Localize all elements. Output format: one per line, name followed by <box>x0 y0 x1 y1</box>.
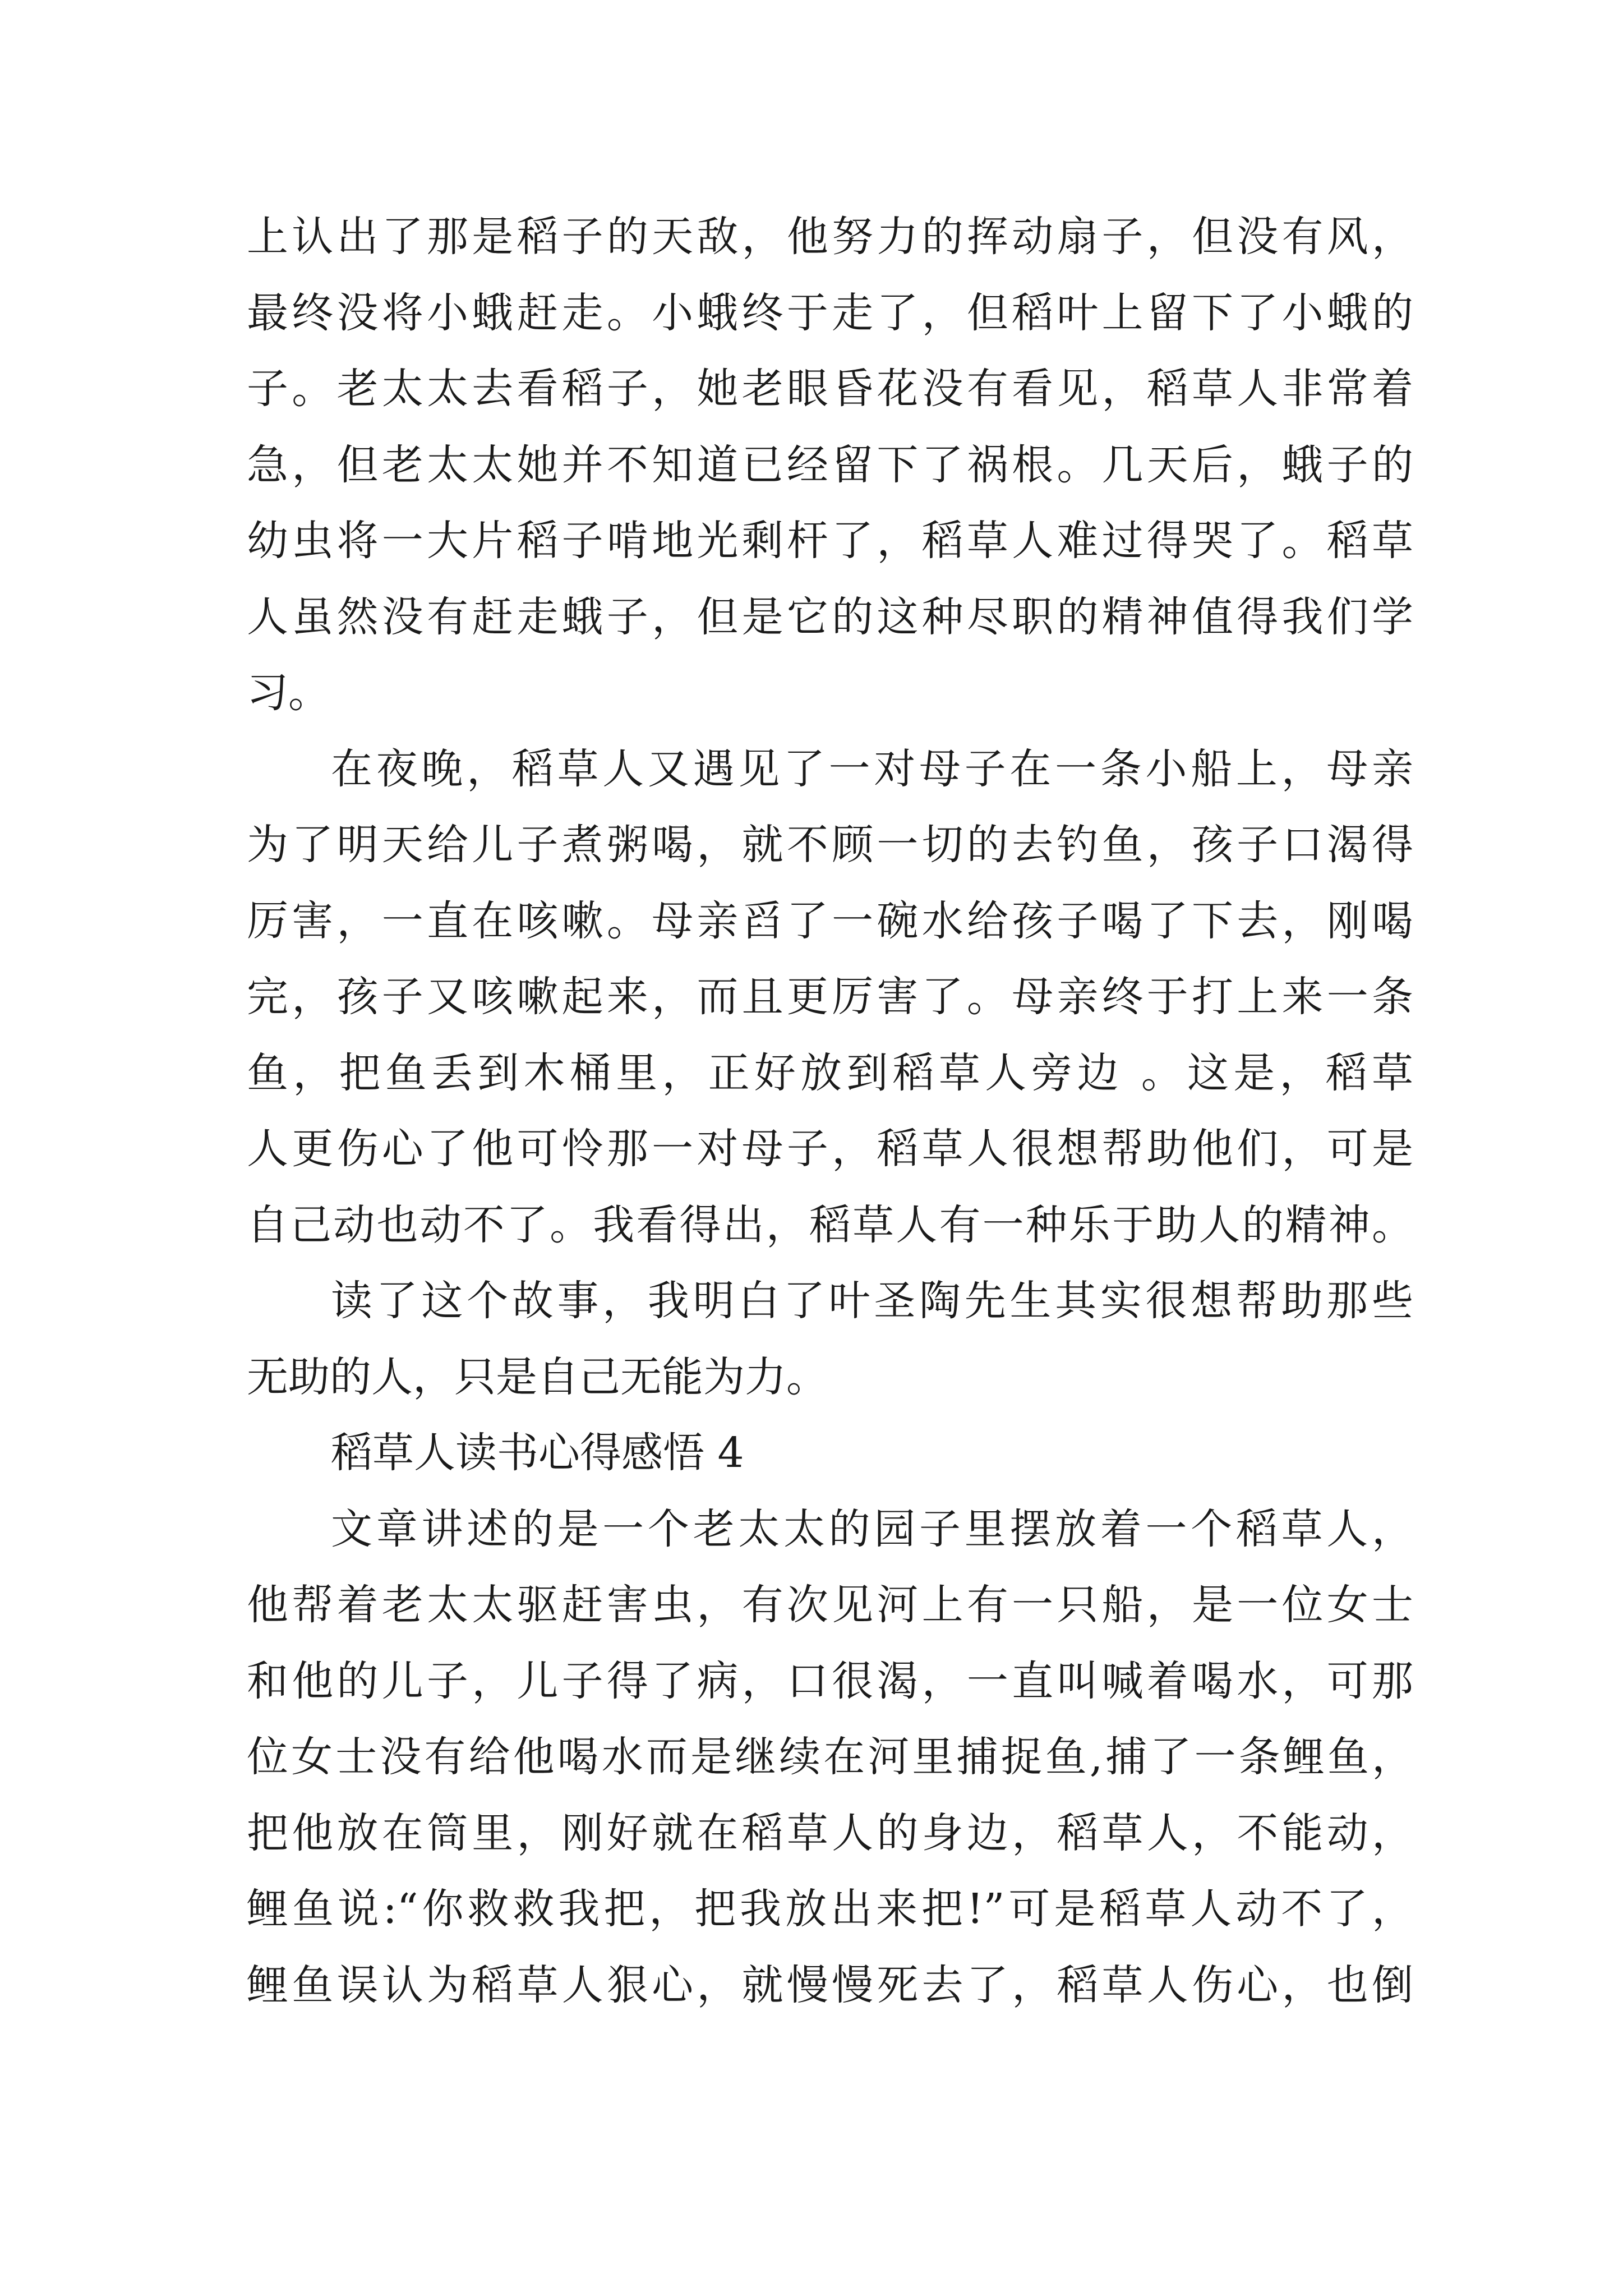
body-text <box>247 199 1413 2023</box>
text-line: 把他放在筒里，刚好就在稻草人的身边，稻草人，不能动， <box>247 1809 1413 1857</box>
text-line: 子。老太太去看稻子，她老眼昏花没有看见，稻草人非常着 <box>247 365 1413 413</box>
text-line: 文章讲述的是一个老太太的园子里摆放着一个稻草人， <box>331 1504 1413 1553</box>
text-line: 急，但老太太她并不知道已经留下了祸根。几天后，蛾子的 <box>247 440 1413 489</box>
text-line: 鲤鱼说:“你救救我把，把我放出来把!”可是稻草人动不了， <box>247 1885 1413 1933</box>
text-line: 他帮着老太太驱赶害虫，有次见河上有一只船，是一位女士 <box>247 1581 1413 1629</box>
text-line: 自己动也动不了。我看得出，稻草人有一种乐于助人的精神。 <box>247 1200 1413 1249</box>
text-line: 上认出了那是稻子的天敌，他努力的挥动扇子，但没有风， <box>247 213 1413 261</box>
text-line: 鱼，把鱼丢到木桶里，正好放到稻草人旁边 。这是，稻草 <box>247 1048 1413 1097</box>
text-line: 习。 <box>247 669 330 717</box>
text-line: 和他的儿子，儿子得了病，口很渴，一直叫喊着喝水，可那 <box>247 1657 1413 1705</box>
text-line: 鲤鱼误认为稻草人狠心，就慢慢死去了，稻草人伤心，也倒 <box>247 1961 1413 2009</box>
text-line: 无助的人，只是自己无能为力。 <box>247 1352 828 1401</box>
text-line: 位女士没有给他喝水而是继续在河里捕捉鱼,捕了一条鲤鱼， <box>247 1733 1413 1781</box>
section-heading: 稻草人读书心得感悟 4 <box>331 1429 744 1477</box>
text-line: 最终没将小蛾赶走。小蛾终于走了，但稻叶上留下了小蛾的 <box>247 288 1413 337</box>
text-line: 人虽然没有赶走蛾子，但是它的这种尽职的精神值得我们学 <box>247 592 1413 641</box>
text-line: 幼虫将一大片稻子啃地光剩杆了，稻草人难过得哭了。稻草 <box>247 517 1413 565</box>
text-line: 厉害，一直在咳嗽。母亲舀了一碗水给孩子喝了下去，刚喝 <box>247 896 1413 945</box>
text-line: 人更伤心了他可怜那一对母子，稻草人很想帮助他们，可是 <box>247 1125 1413 1173</box>
text-line: 为了明天给儿子煮粥喝，就不顾一切的去钓鱼，孩子口渴得 <box>247 821 1413 869</box>
text-line: 在夜晚，稻草人又遇见了一对母子在一条小船上，母亲 <box>331 744 1413 793</box>
text-line: 读了这个故事，我明白了叶圣陶先生其实很想帮助那些 <box>331 1277 1413 1325</box>
text-line: 完，孩子又咳嗽起来，而且更厉害了。母亲终于打上来一条 <box>247 973 1413 1021</box>
